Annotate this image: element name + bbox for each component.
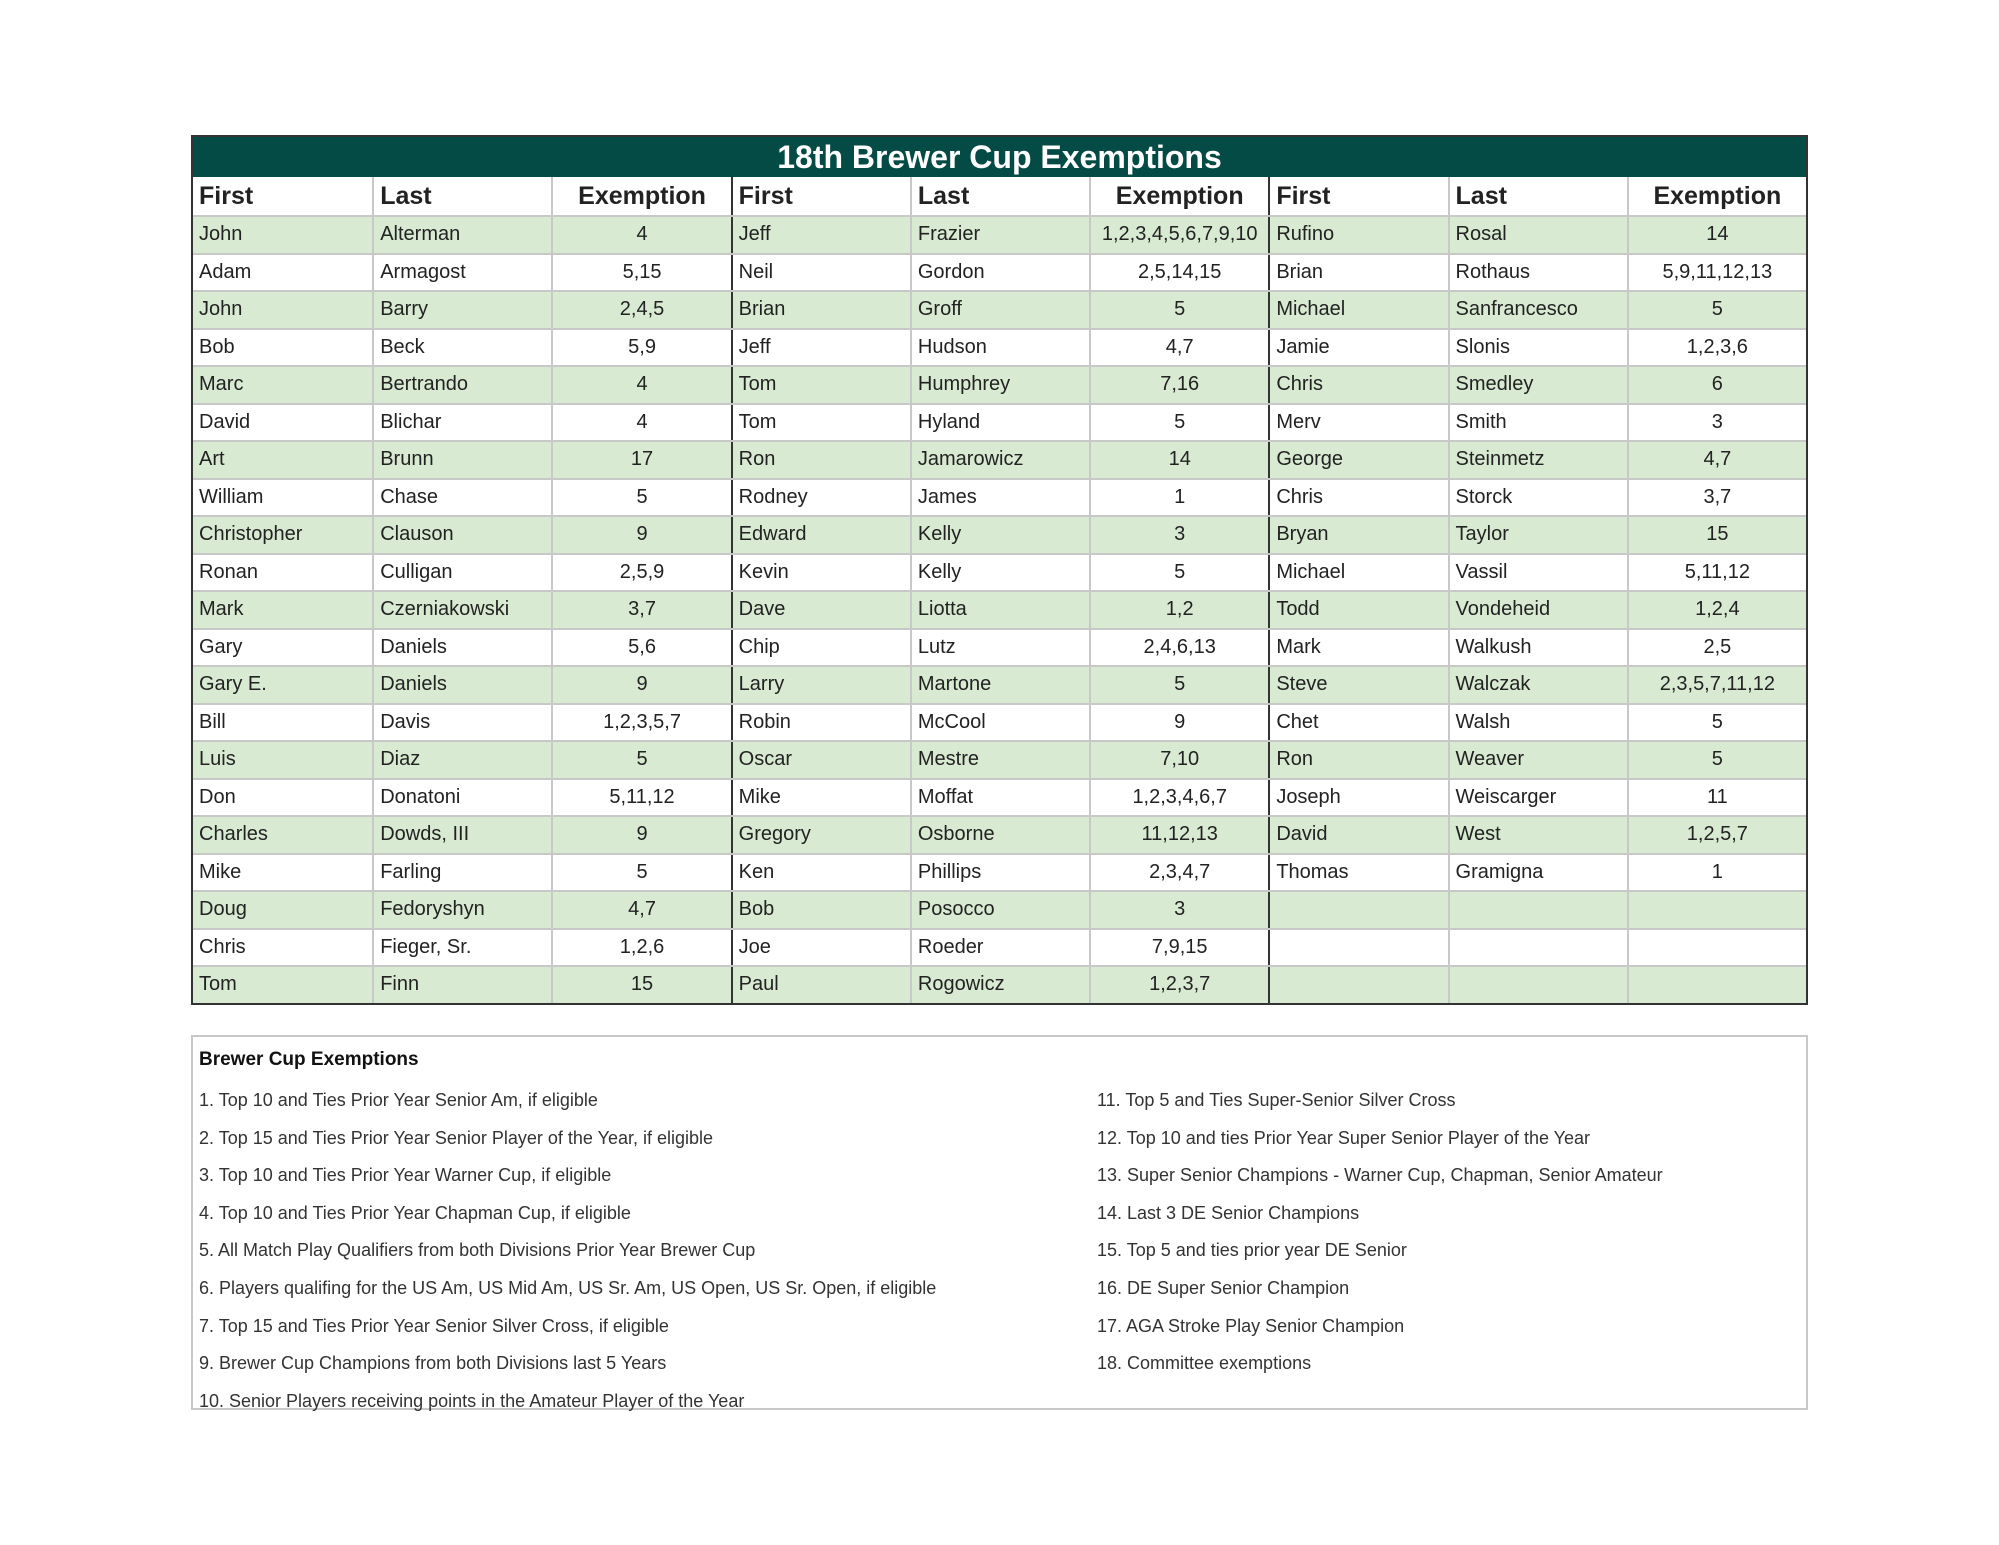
last-name-cell: Walkush <box>1448 630 1627 666</box>
exemption-cell: 7,10 <box>1089 742 1268 778</box>
legend-item: 10. Senior Players receiving points in the Amateur Player of the Year <box>199 1390 745 1411</box>
last-name-cell: Hudson <box>910 330 1089 366</box>
last-name-cell: Moffat <box>910 780 1089 816</box>
table-title: 18th Brewer Cup Exemptions <box>193 137 1806 177</box>
exemption-cell: 1 <box>1627 855 1806 891</box>
header-last: Last <box>1448 177 1627 215</box>
exemption-cell: 11,12,13 <box>1089 817 1268 853</box>
exemption-cell: 17 <box>551 442 730 478</box>
exemption-cell: 5,15 <box>551 255 730 291</box>
last-name-cell: Armagost <box>372 255 551 291</box>
last-name-cell: Groff <box>910 292 1089 328</box>
last-name-cell: Walczak <box>1448 667 1627 703</box>
last-name-cell: Bertrando <box>372 367 551 403</box>
first-name-cell: Merv <box>1268 405 1447 441</box>
last-name-cell: Osborne <box>910 817 1089 853</box>
first-name-cell: Robin <box>731 705 910 741</box>
table-row <box>193 628 1806 666</box>
last-name-cell: Blichar <box>372 405 551 441</box>
last-name-cell: Liotta <box>910 592 1089 628</box>
exemption-cell: 4 <box>551 405 730 441</box>
table-row <box>193 253 1806 291</box>
first-name-cell: Jeff <box>731 330 910 366</box>
first-name-cell: Gary E. <box>199 673 267 695</box>
table-row <box>193 365 1806 403</box>
last-name-cell: Finn <box>372 967 551 1003</box>
first-name-cell: Jamie <box>1268 330 1447 366</box>
exemption-cell: 2,4,6,13 <box>1089 630 1268 666</box>
header-last: Last <box>372 177 551 215</box>
header-first: First <box>199 182 254 210</box>
header-exemption: Exemption <box>1089 177 1268 215</box>
last-name-cell: Daniels <box>372 667 551 703</box>
first-name-cell: Joe <box>731 930 910 966</box>
last-name-cell: Barry <box>372 292 551 328</box>
first-name-cell: Ron <box>731 442 910 478</box>
legend-item: 14. Last 3 DE Senior Champions <box>1097 1202 1360 1223</box>
first-name-cell: William <box>199 485 264 508</box>
first-name-cell: Tom <box>731 405 910 441</box>
last-name-cell: Fedoryshyn <box>372 892 551 928</box>
last-name-cell: Kelly <box>910 555 1089 591</box>
header-exemption: Exemption <box>551 177 730 215</box>
exemption-cell: 4 <box>551 367 730 403</box>
last-name-cell: Phillips <box>910 855 1089 891</box>
legend-item: 18. Committee exemptions <box>1097 1353 1312 1374</box>
first-name-cell: Bob <box>199 335 235 358</box>
exemptions-table <box>191 135 1808 1005</box>
first-name-cell: Tom <box>731 367 910 403</box>
legend-item: 3. Top 10 and Ties Prior Year Warner Cup, if eligible <box>199 1165 612 1186</box>
last-name-cell: Daniels <box>372 630 551 666</box>
last-name-cell <box>1448 967 1627 1003</box>
first-name-cell: David <box>199 410 251 433</box>
first-name-cell: John <box>199 298 243 320</box>
exemption-cell: 2,5 <box>1627 630 1806 666</box>
first-name-cell: Christopher <box>199 523 303 545</box>
first-name-cell: Edward <box>731 517 910 553</box>
legend-item: 9. Brewer Cup Champions from both Divisions last 5 Years <box>199 1353 667 1374</box>
first-name-cell: George <box>1268 442 1447 478</box>
last-name-cell: Humphrey <box>910 367 1089 403</box>
last-name-cell: Hyland <box>910 405 1089 441</box>
first-name-cell: Joseph <box>1268 780 1447 816</box>
first-name-cell: Dave <box>731 592 910 628</box>
last-name-cell: Beck <box>372 330 551 366</box>
last-name-cell: Clauson <box>372 517 551 553</box>
legend-item: 12. Top 10 and ties Prior Year Super Senior Player of the Year <box>1097 1127 1591 1148</box>
table-row <box>193 590 1806 628</box>
legend-item: 2. Top 15 and Ties Prior Year Senior Player of the Year, if eligible <box>199 1127 714 1148</box>
last-name-cell: Chase <box>372 480 551 516</box>
first-name-cell: Tom <box>199 973 237 995</box>
first-name-cell: Chris <box>1268 367 1447 403</box>
table-row <box>193 328 1806 366</box>
table-row <box>193 778 1806 816</box>
last-name-cell: Diaz <box>372 742 551 778</box>
table-row <box>193 740 1806 778</box>
exemption-cell: 1,2,3,4,5,6,7,9,10 <box>1089 217 1268 253</box>
last-name-cell: Taylor <box>1448 517 1627 553</box>
last-name-cell <box>1448 930 1627 966</box>
last-name-cell: Rothaus <box>1448 255 1627 291</box>
exemption-cell: 14 <box>1627 217 1806 253</box>
first-name-cell: Doug <box>199 898 247 920</box>
exemption-cell: 1,2 <box>1089 592 1268 628</box>
last-name-cell: Mestre <box>910 742 1089 778</box>
last-name-cell: Vassil <box>1448 555 1627 591</box>
legend-item: 17. AGA Stroke Play Senior Champion <box>1097 1315 1405 1336</box>
exemption-cell: 5 <box>551 480 730 516</box>
table-row <box>193 290 1806 328</box>
first-name-cell: Rufino <box>1268 217 1447 253</box>
last-name-cell: Slonis <box>1448 330 1627 366</box>
exemption-cell: 1,2,5,7 <box>1627 817 1806 853</box>
first-name-cell: Chip <box>731 630 910 666</box>
legend-title: Brewer Cup Exemptions <box>199 1049 419 1070</box>
last-name-cell: Lutz <box>910 630 1089 666</box>
last-name-cell: Rosal <box>1448 217 1627 253</box>
first-name-cell: Todd <box>1268 592 1447 628</box>
table-row <box>193 928 1806 966</box>
last-name-cell <box>1448 892 1627 928</box>
exemption-cell: 9 <box>551 517 730 553</box>
exemption-cell: 5 <box>1627 705 1806 741</box>
table-row <box>193 478 1806 516</box>
table-row <box>193 890 1806 928</box>
first-name-cell: Gregory <box>731 817 910 853</box>
legend-item: 4. Top 10 and Ties Prior Year Chapman Cup, if eligible <box>199 1202 631 1223</box>
first-name-cell: Brian <box>731 292 910 328</box>
first-name-cell: Chet <box>1268 705 1447 741</box>
exemption-cell: 9 <box>551 817 730 853</box>
last-name-cell: West <box>1448 817 1627 853</box>
first-name-cell: Ronan <box>199 560 258 583</box>
first-name-cell: Chris <box>199 935 246 958</box>
exemption-cell <box>1627 967 1806 1003</box>
first-name-cell: Mike <box>731 780 910 816</box>
last-name-cell: Alterman <box>372 217 551 253</box>
exemption-cell: 5 <box>1089 405 1268 441</box>
exemption-cell: 7,16 <box>1089 367 1268 403</box>
exemption-cell: 3,7 <box>1627 480 1806 516</box>
exemption-cell: 2,5,9 <box>551 555 730 591</box>
last-name-cell: Farling <box>372 855 551 891</box>
exemption-cell: 5 <box>1627 742 1806 778</box>
last-name-cell: McCool <box>910 705 1089 741</box>
first-name-cell: Larry <box>731 667 910 703</box>
exemption-cell: 5 <box>1089 292 1268 328</box>
last-name-cell: Rogowicz <box>910 967 1089 1003</box>
first-name-cell: Paul <box>731 967 910 1003</box>
header-exemption: Exemption <box>1627 177 1806 215</box>
table-row <box>193 403 1806 441</box>
first-name-cell: Adam <box>199 260 252 283</box>
first-name-cell <box>1268 892 1447 928</box>
exemption-cell: 11 <box>1627 780 1806 816</box>
last-name-cell: Brunn <box>372 442 551 478</box>
last-name-cell: Storck <box>1448 480 1627 516</box>
legend-item: 11. Top 5 and Ties Super-Senior Silver Cross <box>1097 1090 1456 1110</box>
header-first: First <box>731 177 910 215</box>
last-name-cell: Smith <box>1448 405 1627 441</box>
last-name-cell: Culligan <box>372 555 551 591</box>
exemption-cell: 3,7 <box>551 592 730 628</box>
legend-item: 16. DE Super Senior Champion <box>1097 1277 1350 1298</box>
first-name-cell: Bill <box>199 710 226 733</box>
exemption-cell: 15 <box>1627 517 1806 553</box>
table-row <box>193 215 1806 253</box>
table-row <box>193 440 1806 478</box>
exemption-cell: 5 <box>1627 292 1806 328</box>
first-name-cell: Marc <box>199 373 244 395</box>
exemption-cell: 1 <box>1089 480 1268 516</box>
exemption-cell: 5,11,12 <box>551 780 730 816</box>
first-name-cell: Kevin <box>731 555 910 591</box>
first-name-cell: Michael <box>1268 555 1447 591</box>
exemption-cell: 5,6 <box>551 630 730 666</box>
last-name-cell: Fieger, Sr. <box>372 930 551 966</box>
first-name-cell: Don <box>199 785 236 808</box>
first-name-cell <box>1268 930 1447 966</box>
exemption-cell: 9 <box>1089 705 1268 741</box>
first-name-cell: Charles <box>199 823 268 845</box>
table-row <box>193 853 1806 891</box>
first-name-cell: Gary <box>199 635 243 658</box>
exemption-cell: 1,2,3,7 <box>1089 967 1268 1003</box>
exemption-cell: 4,7 <box>1089 330 1268 366</box>
exemption-cell: 3 <box>1089 517 1268 553</box>
exemption-cell: 3 <box>1089 892 1268 928</box>
last-name-cell: Gordon <box>910 255 1089 291</box>
exemption-cell: 1,2,4 <box>1627 592 1806 628</box>
legend-item: 6. Players qualifing for the US Am, US Mid Am, US Sr. Am, US Open, US Sr. Open, if eligible <box>199 1277 937 1298</box>
first-name-cell: Jeff <box>731 217 910 253</box>
first-name-cell: Oscar <box>731 742 910 778</box>
table-row <box>193 703 1806 741</box>
header-first: First <box>1268 177 1447 215</box>
legend-item: 13. Super Senior Champions - Warner Cup, Chapman, Senior Amateur <box>1097 1165 1663 1186</box>
last-name-cell: Weiscarger <box>1448 780 1627 816</box>
legend-right-column <box>1097 1087 1663 1388</box>
table-row <box>193 965 1806 1003</box>
exemption-cell: 5,11,12 <box>1627 555 1806 591</box>
first-name-cell: Chris <box>1268 480 1447 516</box>
last-name-cell: Smedley <box>1448 367 1627 403</box>
exemption-cell <box>1627 930 1806 966</box>
last-name-cell: Weaver <box>1448 742 1627 778</box>
first-name-cell: Steve <box>1268 667 1447 703</box>
legend-item: 5. All Match Play Qualifiers from both Divisions Prior Year Brewer Cup <box>199 1240 756 1261</box>
exemption-cell: 7,9,15 <box>1089 930 1268 966</box>
first-name-cell: Ken <box>731 855 910 891</box>
table-row <box>193 553 1806 591</box>
last-name-cell: Walsh <box>1448 705 1627 741</box>
exemption-cell: 2,3,5,7,11,12 <box>1627 667 1806 703</box>
first-name-cell: Mark <box>1268 630 1447 666</box>
last-name-cell: Steinmetz <box>1448 442 1627 478</box>
last-name-cell: Roeder <box>910 930 1089 966</box>
exemption-cell: 5 <box>1089 555 1268 591</box>
first-name-cell: Thomas <box>1268 855 1447 891</box>
exemption-cell: 4 <box>551 217 730 253</box>
last-name-cell: Kelly <box>910 517 1089 553</box>
exemption-cell: 1,2,6 <box>551 930 730 966</box>
exemption-cell: 1,2,3,6 <box>1627 330 1806 366</box>
exemption-cell: 5 <box>1089 667 1268 703</box>
legend-left-column <box>199 1087 936 1425</box>
exemption-cell: 9 <box>551 667 730 703</box>
last-name-cell: Sanfrancesco <box>1448 292 1627 328</box>
exemption-cell: 2,4,5 <box>551 292 730 328</box>
first-name-cell: Art <box>199 448 225 470</box>
exemption-cell: 4,7 <box>551 892 730 928</box>
table-row <box>193 815 1806 853</box>
legend-item: 15. Top 5 and ties prior year DE Senior <box>1097 1240 1407 1261</box>
exemption-cell: 6 <box>1627 367 1806 403</box>
last-name-cell: Gramigna <box>1448 855 1627 891</box>
exemption-cell: 4,7 <box>1627 442 1806 478</box>
first-name-cell: John <box>199 223 243 245</box>
first-name-cell: Mike <box>199 860 242 883</box>
exemption-cell: 5 <box>551 742 730 778</box>
first-name-cell: Bob <box>731 892 910 928</box>
header-row <box>193 177 1806 215</box>
last-name-cell: Donatoni <box>372 780 551 816</box>
last-name-cell: James <box>910 480 1089 516</box>
first-name-cell: Luis <box>199 748 236 770</box>
exemption-cell: 1,2,3,5,7 <box>551 705 730 741</box>
table-row <box>193 665 1806 703</box>
first-name-cell: Rodney <box>731 480 910 516</box>
exemption-cell: 2,3,4,7 <box>1089 855 1268 891</box>
first-name-cell: Brian <box>1268 255 1447 291</box>
exemption-cell: 15 <box>551 967 730 1003</box>
exemption-cell: 3 <box>1627 405 1806 441</box>
legend-item: 1. Top 10 and Ties Prior Year Senior Am, if eligible <box>199 1090 598 1110</box>
last-name-cell: Dowds, III <box>372 817 551 853</box>
legend-item: 7. Top 15 and Ties Prior Year Senior Silver Cross, if eligible <box>199 1315 669 1336</box>
table-row <box>193 515 1806 553</box>
first-name-cell: David <box>1268 817 1447 853</box>
last-name-cell: Vondeheid <box>1448 592 1627 628</box>
first-name-cell <box>1268 967 1447 1003</box>
exemption-cell: 1,2,3,4,6,7 <box>1089 780 1268 816</box>
last-name-cell: Jamarowicz <box>910 442 1089 478</box>
exemption-cell: 5,9,11,12,13 <box>1627 255 1806 291</box>
first-name-cell: Neil <box>731 255 910 291</box>
exemption-cell: 14 <box>1089 442 1268 478</box>
last-name-cell: Posocco <box>910 892 1089 928</box>
exemption-cell: 5 <box>551 855 730 891</box>
first-name-cell: Michael <box>1268 292 1447 328</box>
header-last: Last <box>910 177 1089 215</box>
last-name-cell: Czerniakowski <box>372 592 551 628</box>
first-name-cell: Bryan <box>1268 517 1447 553</box>
last-name-cell: Davis <box>372 705 551 741</box>
first-name-cell: Mark <box>199 598 244 620</box>
exemption-cell: 5,9 <box>551 330 730 366</box>
exemption-cell <box>1627 892 1806 928</box>
exemption-cell: 2,5,14,15 <box>1089 255 1268 291</box>
last-name-cell: Frazier <box>910 217 1089 253</box>
first-name-cell: Ron <box>1268 742 1447 778</box>
last-name-cell: Martone <box>910 667 1089 703</box>
exemptions-legend <box>191 1035 1808 1410</box>
